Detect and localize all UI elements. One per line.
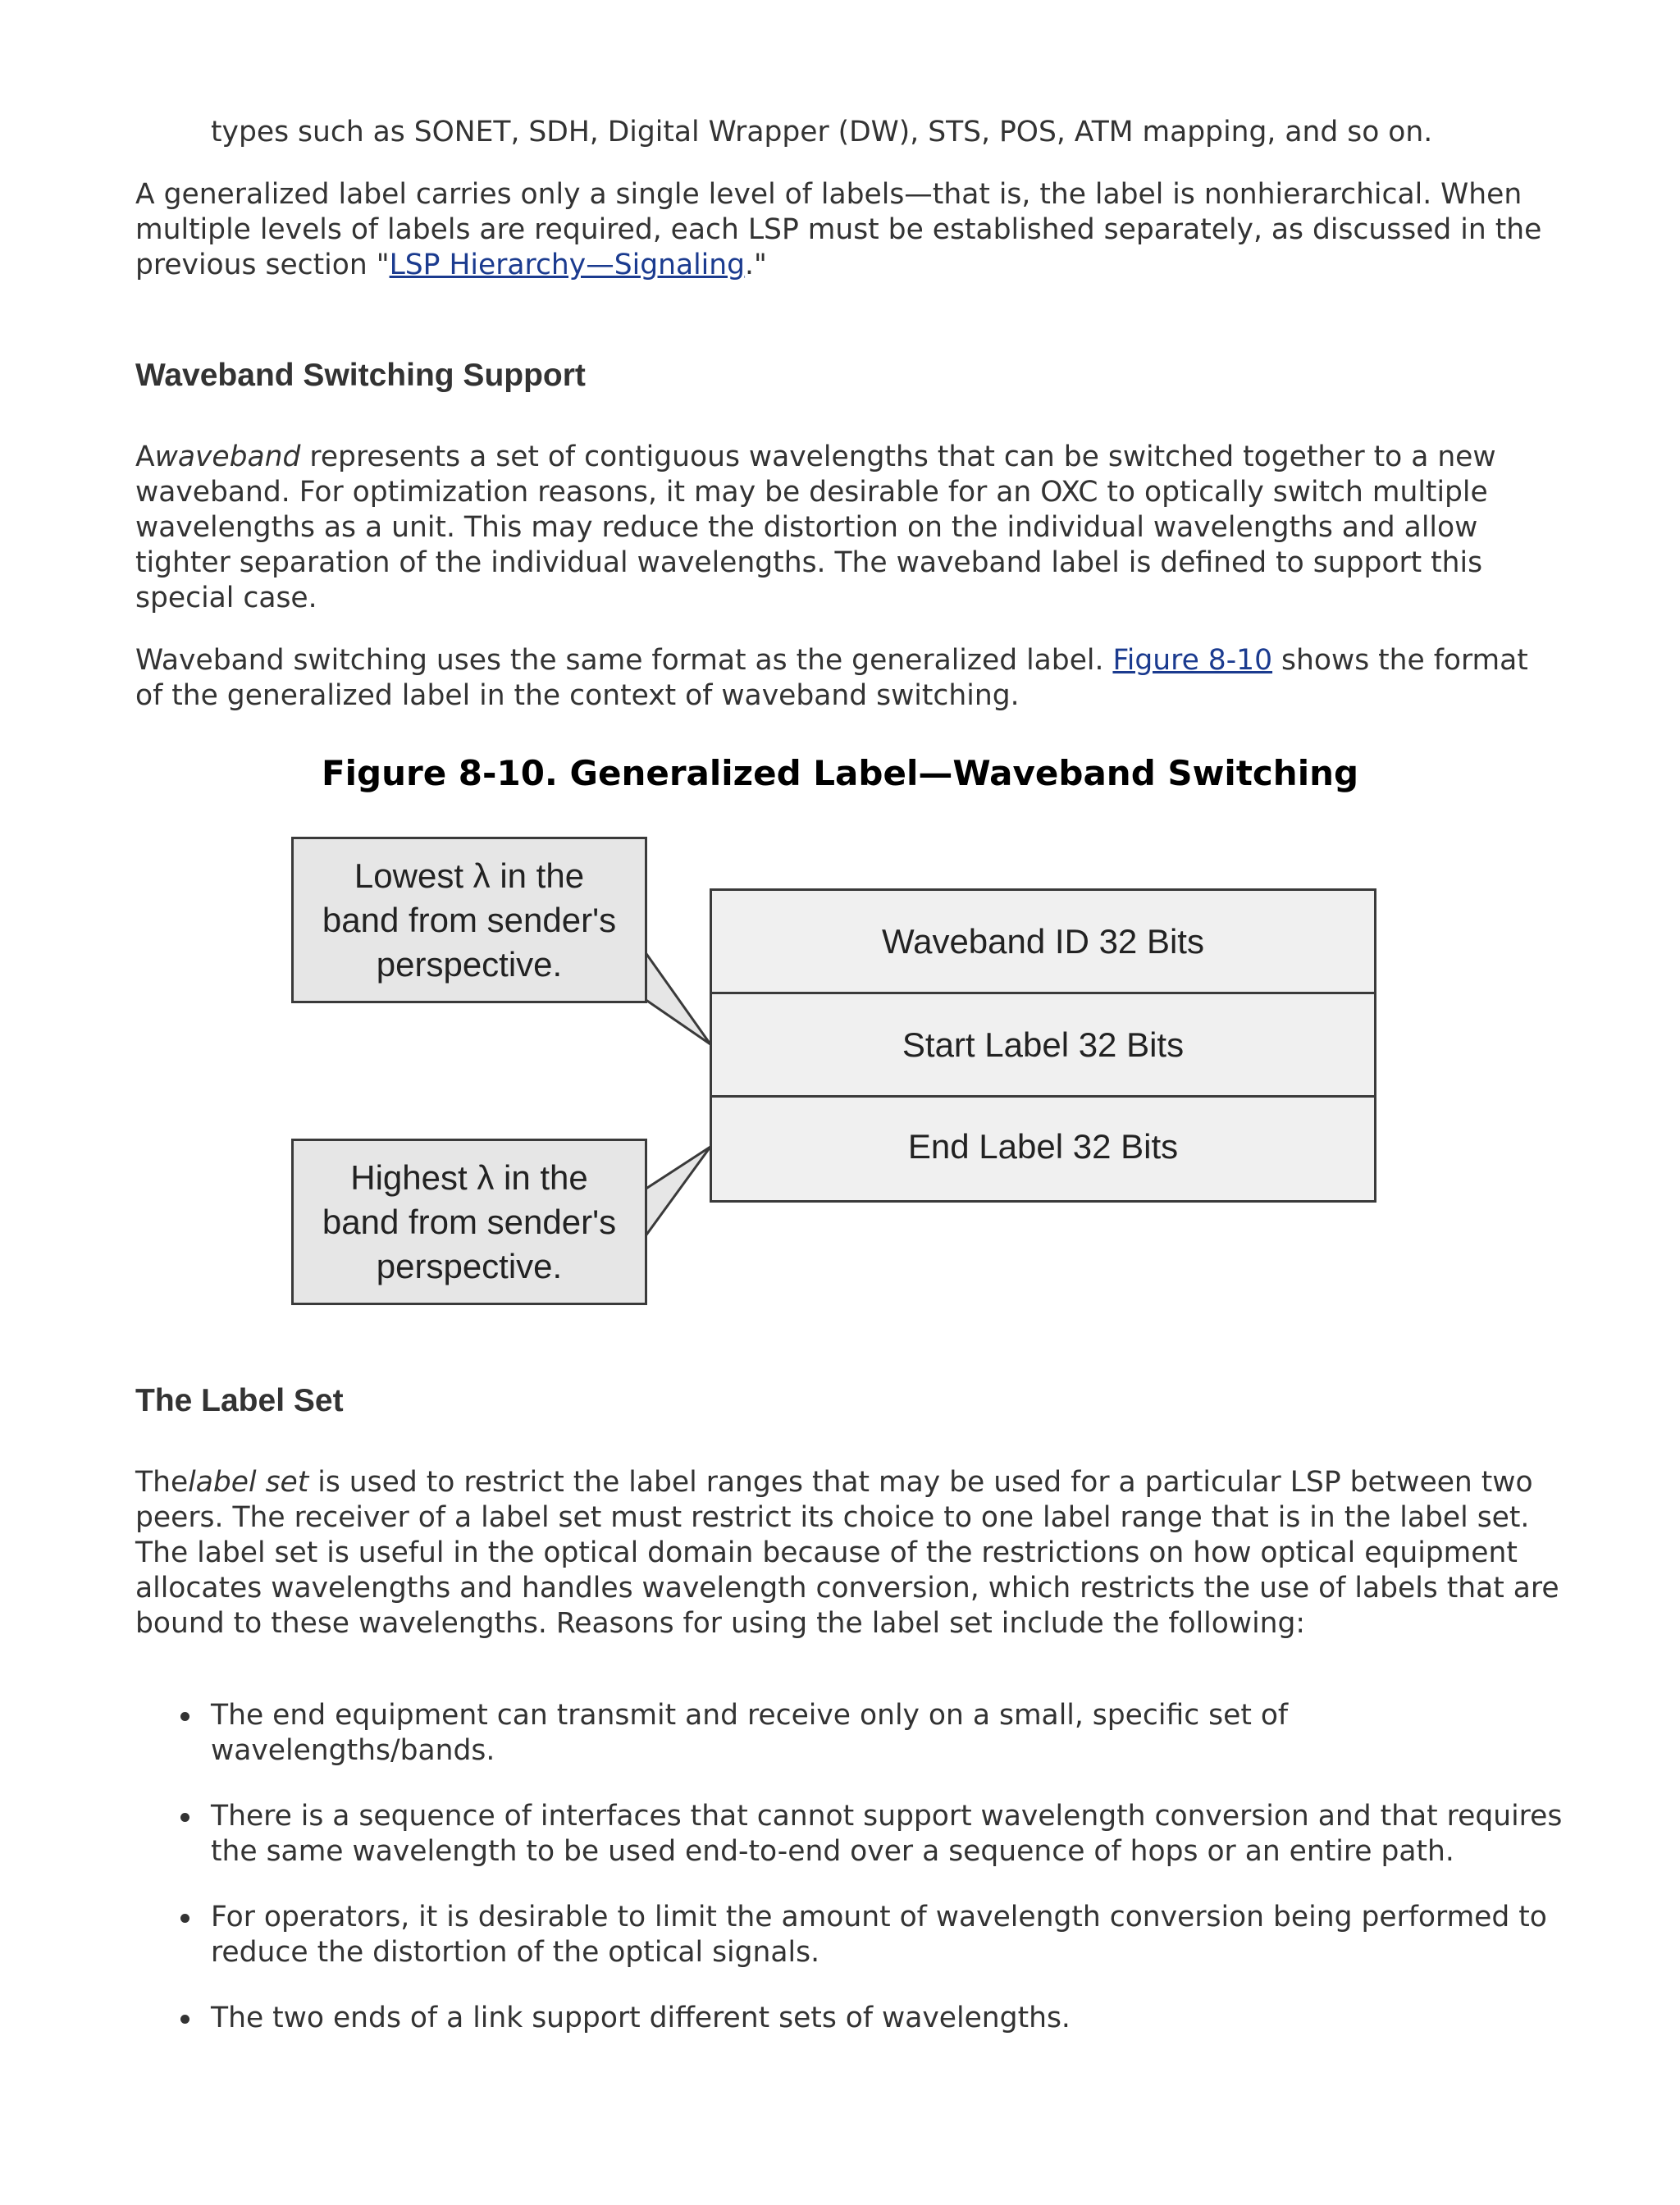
waveband-heading: Waveband Switching Support [135, 358, 586, 393]
callout-top-line-1: Lowest λ in the [354, 856, 585, 895]
bullet-icon [180, 1813, 189, 1822]
generalized-label-text: A generalized label carries only a single level of labels—that is, the label is nonhierarchical. When multiple levels of labels are required, each LSP must be established separately, as discussed in the previous section " [135, 178, 1542, 281]
list-item [135, 1799, 1563, 1869]
waveband-term: waveband [154, 441, 301, 473]
intro-continuation: types such as SONET, SDH, Digital Wrapper (DW), STS, POS, ATM mapping, and so on. [211, 116, 1433, 148]
generalized-label-paragraph [135, 177, 1563, 283]
label-format-table [710, 888, 1376, 1203]
lsp-hierarchy-link[interactable]: LSP Hierarchy—Signaling [389, 249, 746, 281]
list-item-text: For operators, it is desirable to limit the amount of wavelength conversion being performed to reduce the distortion of the optical signals. [211, 1901, 1547, 1969]
list-item [135, 1698, 1563, 1769]
top-callout-pointer [645, 952, 710, 1044]
list-item-text: The end equipment can transmit and receive only on a small, specific set of wavelengths/bands. [211, 1699, 1289, 1767]
reasons-list [135, 1698, 1563, 2036]
callout-lowest-lambda [291, 837, 647, 1003]
figure-8-10-link[interactable]: Figure 8-10 [1112, 644, 1273, 677]
callout-bottom-line-2: band from sender's [322, 1202, 617, 1241]
callout-top-line-3: perspective. [376, 944, 563, 984]
waveband-para-lead: A [135, 441, 155, 473]
callout-top-line-2: band from sender's [322, 900, 617, 939]
generalized-label-text-end: ." [745, 249, 767, 281]
callout-bottom-line-1: Highest λ in the [350, 1157, 588, 1197]
list-item [135, 1900, 1563, 1970]
list-item [135, 2001, 1563, 2036]
bullet-icon [180, 1914, 189, 1923]
waveband-format-text-end: shows the format of the generalized label in the context of waveband switching. [135, 644, 1528, 712]
label-set-lead: The [135, 1466, 189, 1499]
waveband-format-paragraph [135, 643, 1563, 714]
waveband-id-field: Waveband ID 32 Bits [712, 891, 1374, 994]
end-label-field: End Label 32 Bits [907, 1127, 1179, 1166]
figure-title: Figure 8-10. Generalized Label—Waveband Switching [321, 753, 1359, 793]
label-set-rest: is used to restrict the label ranges that may be used for a particular LSP between two peers. The receiver of a label set must restrict its choice to one label range that is in the label set. The label set is useful in the optical domain because of the restrictions on how optical equipment allocates wavelengths and handles wavelength conversion, which restricts the use of labels that are bound to these wavelengths. Reasons for using the label set include the following: [135, 1466, 1559, 1640]
start-label-field: Start Label 32 Bits [712, 994, 1374, 1098]
callout-highest-lambda [291, 1139, 647, 1305]
waveband-para-rest: represents a set of contiguous wavelengths that can be switched together to a new waveband. For optimization reasons, it may be desirable for an OXC to optically switch multiple wavelengths as a unit. This may reduce the distortion on the individual wavelengths and allow tighter separation of the individual wavelengths. The waveband label is defined to support this special case. [135, 441, 1496, 614]
bullet-icon [180, 1712, 189, 1721]
callout-bottom-line-3: perspective. [376, 1246, 563, 1285]
list-item-text: There is a sequence of interfaces that cannot support wavelength conversion and that requires the same wavelength to be used end-to-end over a sequence of hops or an entire path. [211, 1800, 1563, 1868]
waveband-paragraph [135, 440, 1563, 616]
label-set-heading: The Label Set [135, 1383, 344, 1418]
label-set-term: label set [188, 1466, 309, 1499]
list-item-text: The two ends of a link support different sets of wavelengths. [211, 2002, 1071, 2034]
label-set-paragraph [135, 1465, 1563, 1641]
waveband-format-text: Waveband switching uses the same format as the generalized label. [135, 644, 1113, 677]
bullet-icon [180, 2015, 189, 2024]
bottom-callout-pointer [645, 1147, 710, 1237]
